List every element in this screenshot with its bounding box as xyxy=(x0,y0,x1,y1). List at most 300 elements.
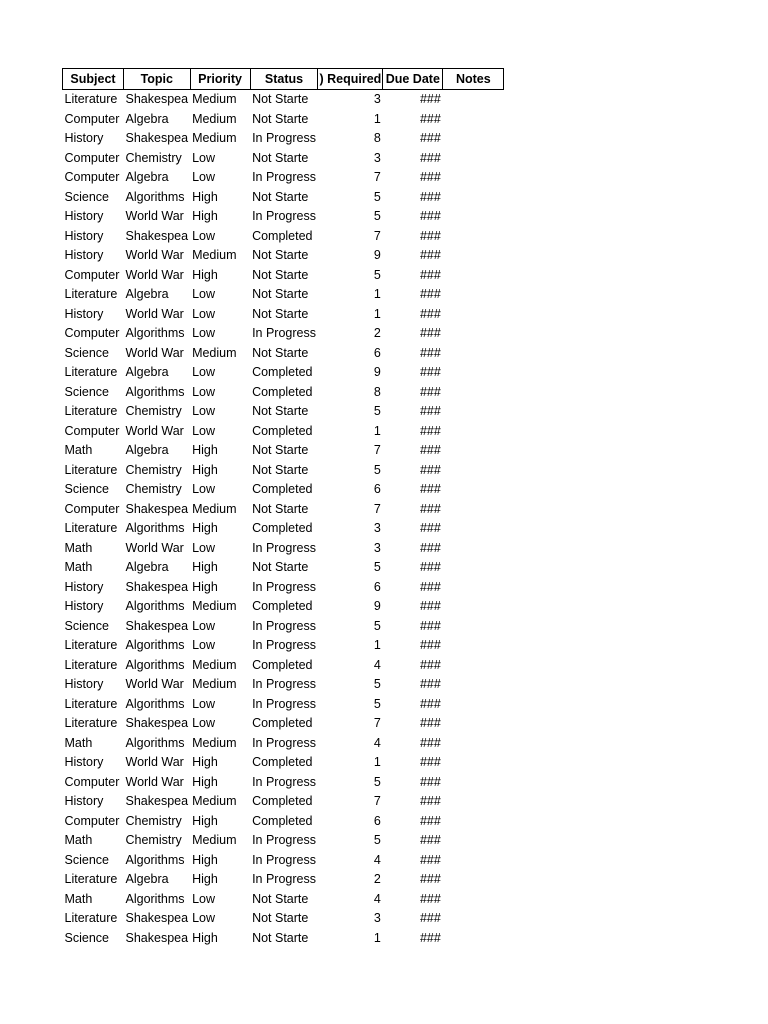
study-tracker-table xyxy=(62,68,504,948)
cell-notes xyxy=(443,519,504,539)
cell-notes xyxy=(443,929,504,949)
cell-subject: Science xyxy=(64,189,109,204)
table-row xyxy=(63,363,504,383)
cell-topic: Algorithms xyxy=(125,599,185,614)
cell-notes xyxy=(443,305,504,325)
cell-status: Not Starte xyxy=(252,111,309,126)
cell-priority: Low xyxy=(192,911,215,926)
cell-due-date: ### xyxy=(419,326,441,341)
table-row xyxy=(63,519,504,539)
cell-required: 1 xyxy=(373,638,381,653)
cell-priority: Low xyxy=(192,170,215,185)
cell-due-date: ### xyxy=(419,677,441,692)
cell-notes xyxy=(443,909,504,929)
table-row xyxy=(63,929,504,949)
cell-required: 4 xyxy=(373,735,381,750)
cell-status: Not Starte xyxy=(252,930,309,945)
cell-subject: Literature xyxy=(64,365,118,380)
cell-priority: Low xyxy=(192,326,215,341)
cell-subject: History xyxy=(64,228,104,243)
table-row xyxy=(63,831,504,851)
cell-due-date: ### xyxy=(419,365,441,380)
cell-notes xyxy=(443,266,504,286)
cell-notes xyxy=(443,344,504,364)
cell-notes xyxy=(443,636,504,656)
cell-subject: Computer xyxy=(64,774,120,789)
table-row xyxy=(63,188,504,208)
cell-status: Completed xyxy=(252,813,313,828)
cell-topic: Shakespea xyxy=(125,131,189,146)
table-row xyxy=(63,324,504,344)
table-row xyxy=(63,675,504,695)
table-row xyxy=(63,714,504,734)
table-row xyxy=(63,870,504,890)
cell-status: Not Starte xyxy=(252,443,309,458)
cell-subject: History xyxy=(64,209,104,224)
cell-topic: World War xyxy=(125,267,184,282)
cell-due-date: ### xyxy=(419,384,441,399)
cell-subject: Science xyxy=(64,384,109,399)
cell-due-date: ### xyxy=(419,248,441,263)
cell-required: 5 xyxy=(373,696,381,711)
table-row xyxy=(63,753,504,773)
cell-priority: Low xyxy=(192,404,215,419)
cell-due-date: ### xyxy=(419,501,441,516)
cell-due-date: ### xyxy=(419,716,441,731)
cell-due-date: ### xyxy=(419,657,441,672)
cell-status: Not Starte xyxy=(252,306,309,321)
cell-priority: High xyxy=(192,189,218,204)
cell-priority: Medium xyxy=(192,794,237,809)
cell-required: 9 xyxy=(373,599,381,614)
cell-priority: Low xyxy=(192,384,215,399)
table-row xyxy=(63,812,504,832)
cell-priority: Low xyxy=(192,696,215,711)
cell-topic: Chemistry xyxy=(125,404,182,419)
cell-status: Not Starte xyxy=(252,248,309,263)
table-row xyxy=(63,909,504,929)
cell-subject: Literature xyxy=(64,404,118,419)
cell-notes xyxy=(443,773,504,793)
cell-required: 7 xyxy=(373,501,381,516)
cell-due-date: ### xyxy=(419,599,441,614)
cell-priority: Medium xyxy=(192,677,237,692)
cell-topic: Algebra xyxy=(125,365,169,380)
cell-priority: High xyxy=(192,872,218,887)
cell-status: Not Starte xyxy=(252,345,309,360)
cell-due-date: ### xyxy=(419,189,441,204)
cell-status: Not Starte xyxy=(252,287,309,302)
cell-priority: High xyxy=(192,267,218,282)
cell-subject: Math xyxy=(64,891,93,906)
cell-required: 7 xyxy=(373,443,381,458)
cell-topic: Algorithms xyxy=(125,891,185,906)
cell-status: Completed xyxy=(252,657,313,672)
cell-required: 6 xyxy=(373,345,381,360)
cell-required: 5 xyxy=(373,833,381,848)
cell-due-date: ### xyxy=(419,794,441,809)
cell-topic: Algebra xyxy=(125,111,169,126)
cell-status: Completed xyxy=(252,482,313,497)
cell-topic: Algorithms xyxy=(125,735,185,750)
cell-subject: Literature xyxy=(64,716,118,731)
cell-notes xyxy=(443,578,504,598)
cell-topic: Shakespea xyxy=(125,930,189,945)
cell-topic: Algebra xyxy=(125,872,169,887)
table-row xyxy=(63,851,504,871)
cell-due-date: ### xyxy=(419,774,441,789)
cell-notes xyxy=(443,227,504,247)
cell-due-date: ### xyxy=(419,521,441,536)
cell-required: 7 xyxy=(373,794,381,809)
cell-notes xyxy=(443,461,504,481)
cell-priority: High xyxy=(192,443,218,458)
cell-subject: Computer xyxy=(64,150,120,165)
cell-priority: High xyxy=(192,560,218,575)
cell-due-date: ### xyxy=(419,930,441,945)
cell-required: 7 xyxy=(373,228,381,243)
cell-topic: Algorithms xyxy=(125,521,185,536)
cell-subject: Math xyxy=(64,833,93,848)
table-row xyxy=(63,539,504,559)
cell-notes xyxy=(443,812,504,832)
table-row xyxy=(63,285,504,305)
cell-notes xyxy=(443,753,504,773)
table-row xyxy=(63,90,504,110)
cell-subject: History xyxy=(64,248,104,263)
cell-subject: Science xyxy=(64,618,109,633)
cell-priority: High xyxy=(192,755,218,770)
table-row xyxy=(63,246,504,266)
cell-due-date: ### xyxy=(419,462,441,477)
cell-status: Not Starte xyxy=(252,150,309,165)
cell-subject: Computer xyxy=(64,501,120,516)
cell-status: Completed xyxy=(252,755,313,770)
cell-priority: Medium xyxy=(192,657,237,672)
cell-due-date: ### xyxy=(419,560,441,575)
cell-notes xyxy=(443,207,504,227)
cell-notes xyxy=(443,734,504,754)
cell-due-date: ### xyxy=(419,696,441,711)
cell-notes xyxy=(443,714,504,734)
cell-required: 6 xyxy=(373,813,381,828)
cell-status: In Progress xyxy=(252,618,316,633)
cell-topic: Algorithms xyxy=(125,696,185,711)
cell-due-date: ### xyxy=(419,735,441,750)
cell-due-date: ### xyxy=(419,287,441,302)
cell-due-date: ### xyxy=(419,423,441,438)
cell-topic: Algorithms xyxy=(125,657,185,672)
cell-topic: Shakespea xyxy=(125,794,189,809)
cell-topic: Chemistry xyxy=(125,462,182,477)
cell-priority: Low xyxy=(192,618,215,633)
cell-required: 9 xyxy=(373,248,381,263)
cell-subject: Literature xyxy=(64,911,118,926)
cell-status: Not Starte xyxy=(252,404,309,419)
cell-subject: Literature xyxy=(64,462,118,477)
cell-required: 5 xyxy=(373,404,381,419)
cell-required: 7 xyxy=(373,170,381,185)
cell-topic: Chemistry xyxy=(125,833,182,848)
cell-priority: Medium xyxy=(192,735,237,750)
cell-topic: Algorithms xyxy=(125,852,185,867)
cell-due-date: ### xyxy=(419,345,441,360)
cell-due-date: ### xyxy=(419,228,441,243)
cell-notes xyxy=(443,383,504,403)
cell-due-date: ### xyxy=(419,618,441,633)
cell-notes xyxy=(443,480,504,500)
cell-topic: Algorithms xyxy=(125,638,185,653)
cell-notes xyxy=(443,188,504,208)
table-row xyxy=(63,227,504,247)
cell-subject: Math xyxy=(64,443,93,458)
cell-priority: Medium xyxy=(192,131,237,146)
cell-subject: Literature xyxy=(64,696,118,711)
cell-due-date: ### xyxy=(419,540,441,555)
cell-priority: Low xyxy=(192,287,215,302)
cell-subject: Literature xyxy=(64,872,118,887)
cell-subject: Computer xyxy=(64,111,120,126)
cell-notes xyxy=(443,617,504,637)
cell-status: Completed xyxy=(252,599,313,614)
cell-status: In Progress xyxy=(252,872,316,887)
cell-status: Not Starte xyxy=(252,189,309,204)
table-row xyxy=(63,207,504,227)
cell-notes xyxy=(443,168,504,188)
cell-topic: Algorithms xyxy=(125,326,185,341)
table-row xyxy=(63,168,504,188)
cell-status: Not Starte xyxy=(252,462,309,477)
cell-due-date: ### xyxy=(419,170,441,185)
table-row xyxy=(63,734,504,754)
cell-notes xyxy=(443,363,504,383)
table-row xyxy=(63,636,504,656)
cell-priority: Medium xyxy=(192,599,237,614)
cell-notes xyxy=(443,695,504,715)
cell-required: 5 xyxy=(373,774,381,789)
cell-status: Not Starte xyxy=(252,891,309,906)
cell-topic: Shakespea xyxy=(125,618,189,633)
cell-topic: Algorithms xyxy=(125,384,185,399)
cell-required: 1 xyxy=(373,111,381,126)
cell-priority: High xyxy=(192,521,218,536)
cell-priority: Medium xyxy=(192,111,237,126)
cell-priority: Low xyxy=(192,306,215,321)
cell-notes xyxy=(443,851,504,871)
cell-status: Completed xyxy=(252,716,313,731)
cell-topic: Chemistry xyxy=(125,813,182,828)
table-row xyxy=(63,773,504,793)
cell-notes xyxy=(443,597,504,617)
table-header xyxy=(63,69,504,90)
cell-due-date: ### xyxy=(419,482,441,497)
cell-priority: Low xyxy=(192,423,215,438)
cell-subject: Science xyxy=(64,345,109,360)
table-row xyxy=(63,617,504,637)
cell-topic: Shakespea xyxy=(125,579,189,594)
cell-topic: Chemistry xyxy=(125,150,182,165)
cell-required: 5 xyxy=(373,677,381,692)
table-row xyxy=(63,422,504,442)
cell-notes xyxy=(443,246,504,266)
cell-required: 8 xyxy=(373,384,381,399)
cell-subject: Literature xyxy=(64,521,118,536)
cell-topic: World War xyxy=(125,677,184,692)
cell-status: Completed xyxy=(252,521,313,536)
cell-status: In Progress xyxy=(252,833,316,848)
cell-required: 9 xyxy=(373,365,381,380)
cell-topic: Algebra xyxy=(125,170,169,185)
cell-due-date: ### xyxy=(419,209,441,224)
cell-notes xyxy=(443,500,504,520)
cell-topic: Shakespea xyxy=(125,716,189,731)
cell-required: 1 xyxy=(373,423,381,438)
cell-topic: World War xyxy=(125,774,184,789)
cell-required: 2 xyxy=(373,326,381,341)
table-row xyxy=(63,441,504,461)
cell-status: Not Starte xyxy=(252,92,309,107)
cell-priority: High xyxy=(192,774,218,789)
cell-notes xyxy=(443,890,504,910)
cell-status: Completed xyxy=(252,228,313,243)
cell-status: Not Starte xyxy=(252,911,309,926)
cell-notes xyxy=(443,558,504,578)
table-row xyxy=(63,461,504,481)
cell-required: 6 xyxy=(373,579,381,594)
cell-topic: Algebra xyxy=(125,443,169,458)
cell-due-date: ### xyxy=(419,443,441,458)
cell-priority: High xyxy=(192,852,218,867)
cell-topic: World War xyxy=(125,209,184,224)
cell-required: 4 xyxy=(373,891,381,906)
cell-required: 5 xyxy=(373,267,381,282)
table-row xyxy=(63,344,504,364)
cell-due-date: ### xyxy=(419,833,441,848)
cell-priority: High xyxy=(192,209,218,224)
header-row xyxy=(63,69,504,90)
table-row xyxy=(63,597,504,617)
cell-priority: Medium xyxy=(192,92,237,107)
cell-subject: Computer xyxy=(64,326,120,341)
cell-required: 1 xyxy=(373,930,381,945)
cell-notes xyxy=(443,675,504,695)
cell-due-date: ### xyxy=(419,755,441,770)
cell-priority: Low xyxy=(192,365,215,380)
cell-status: Not Starte xyxy=(252,267,309,282)
table-row xyxy=(63,110,504,130)
cell-notes xyxy=(443,422,504,442)
cell-topic: World War xyxy=(125,248,184,263)
cell-status: In Progress xyxy=(252,131,316,146)
cell-due-date: ### xyxy=(419,131,441,146)
cell-status: In Progress xyxy=(252,638,316,653)
cell-priority: High xyxy=(192,462,218,477)
cell-notes xyxy=(443,870,504,890)
cell-required: 5 xyxy=(373,560,381,575)
table-row xyxy=(63,558,504,578)
cell-required: 1 xyxy=(373,306,381,321)
cell-priority: High xyxy=(192,579,218,594)
table-row xyxy=(63,578,504,598)
cell-notes xyxy=(443,539,504,559)
cell-topic: Shakespea xyxy=(125,92,189,107)
cell-required: 1 xyxy=(373,287,381,302)
cell-subject: Math xyxy=(64,540,93,555)
header-subject: Subject xyxy=(63,69,124,90)
cell-subject: Science xyxy=(64,482,109,497)
cell-subject: History xyxy=(64,131,104,146)
cell-due-date: ### xyxy=(419,579,441,594)
cell-required: 1 xyxy=(373,755,381,770)
cell-subject: Science xyxy=(64,852,109,867)
cell-notes xyxy=(443,129,504,149)
cell-required: 4 xyxy=(373,852,381,867)
cell-due-date: ### xyxy=(419,92,441,107)
header-topic: Topic xyxy=(124,69,191,90)
cell-status: Completed xyxy=(252,423,313,438)
table-body xyxy=(63,90,504,949)
cell-priority: Low xyxy=(192,482,215,497)
cell-required: 5 xyxy=(373,462,381,477)
cell-due-date: ### xyxy=(419,267,441,282)
cell-status: In Progress xyxy=(252,326,316,341)
table-row xyxy=(63,149,504,169)
cell-due-date: ### xyxy=(419,852,441,867)
cell-due-date: ### xyxy=(419,813,441,828)
cell-priority: Low xyxy=(192,891,215,906)
cell-due-date: ### xyxy=(419,872,441,887)
cell-subject: History xyxy=(64,599,104,614)
cell-status: In Progress xyxy=(252,696,316,711)
cell-subject: Computer xyxy=(64,813,120,828)
cell-subject: Literature xyxy=(64,638,118,653)
table-row xyxy=(63,500,504,520)
cell-status: Completed xyxy=(252,365,313,380)
header-notes: Notes xyxy=(443,69,504,90)
cell-required: 7 xyxy=(373,716,381,731)
cell-priority: High xyxy=(192,813,218,828)
cell-subject: Literature xyxy=(64,287,118,302)
cell-required: 5 xyxy=(373,618,381,633)
cell-topic: World War xyxy=(125,755,184,770)
cell-status: In Progress xyxy=(252,735,316,750)
cell-notes xyxy=(443,110,504,130)
cell-required: 4 xyxy=(373,657,381,672)
table-row xyxy=(63,266,504,286)
cell-status: In Progress xyxy=(252,209,316,224)
cell-topic: World War xyxy=(125,540,184,555)
cell-priority: Medium xyxy=(192,833,237,848)
cell-priority: Medium xyxy=(192,345,237,360)
table-row xyxy=(63,792,504,812)
cell-priority: Low xyxy=(192,150,215,165)
header-due-date: Due Date xyxy=(383,69,443,90)
cell-due-date: ### xyxy=(419,306,441,321)
cell-priority: Medium xyxy=(192,501,237,516)
cell-topic: Algorithms xyxy=(125,189,185,204)
cell-priority: Low xyxy=(192,638,215,653)
cell-status: In Progress xyxy=(252,774,316,789)
cell-status: Completed xyxy=(252,794,313,809)
cell-notes xyxy=(443,792,504,812)
cell-notes xyxy=(443,90,504,110)
table-row xyxy=(63,305,504,325)
cell-priority: Medium xyxy=(192,248,237,263)
cell-notes xyxy=(443,285,504,305)
cell-topic: Shakespea xyxy=(125,911,189,926)
cell-subject: Computer xyxy=(64,170,120,185)
cell-required: 8 xyxy=(373,131,381,146)
